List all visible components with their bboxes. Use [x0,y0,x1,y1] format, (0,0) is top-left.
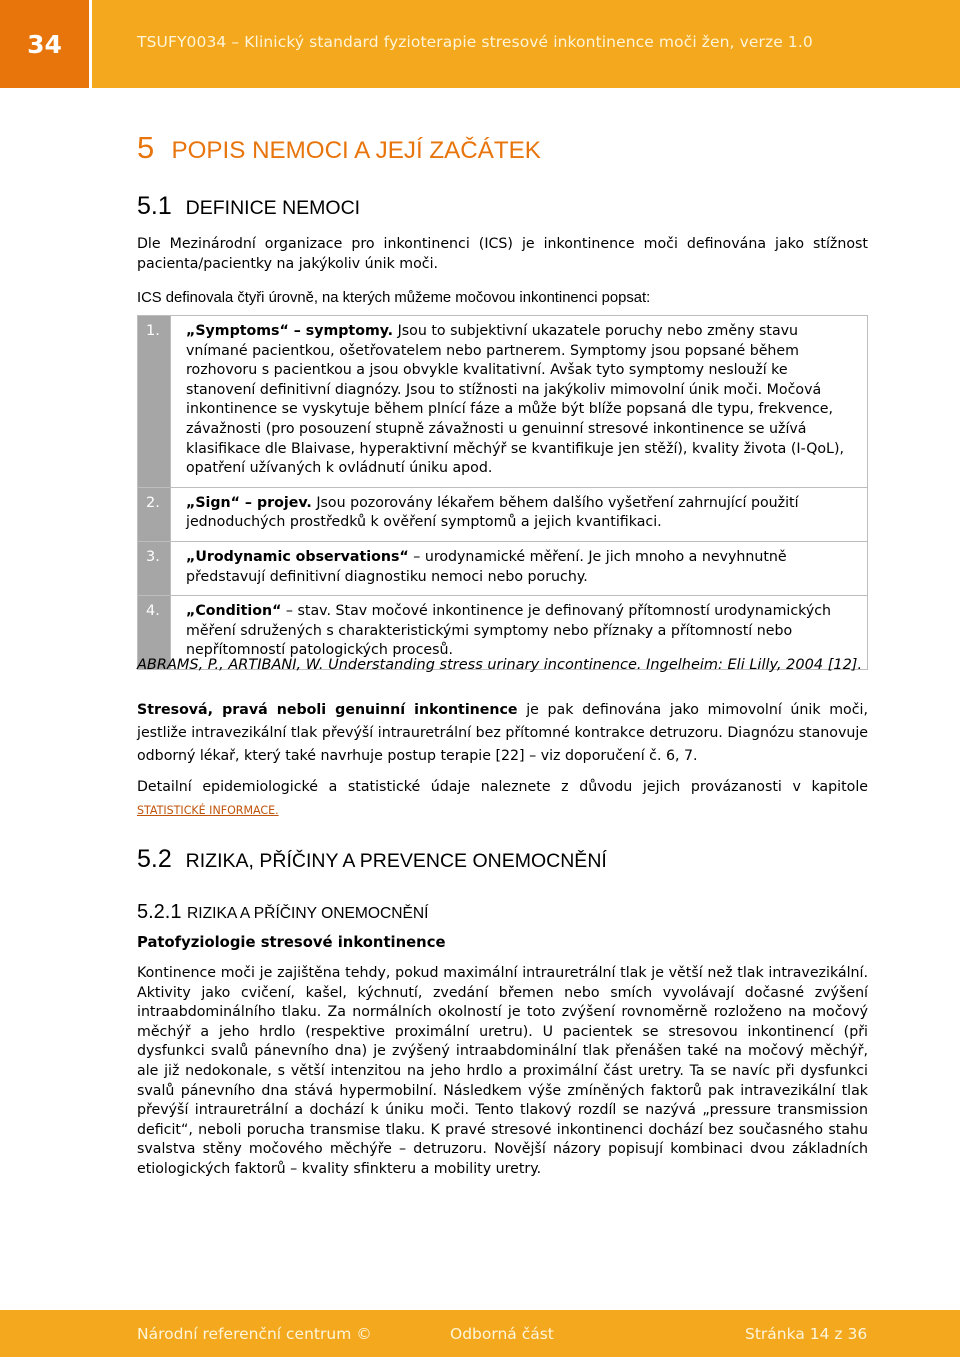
definition-body [171,487,868,541]
chapter-number: 5 [137,130,155,165]
section-5-2-1-number: 5.2.1 [137,901,182,923]
definition-row [138,316,868,488]
definition-text: – stav. Stav močové inkontinence je definovaný přítomností urodynamických měření sdružených s charakteristickými symptomy nebo příznaky a přítomností nebo nepřítomností patologických procesů. [186,603,832,659]
chapter-heading [137,130,541,166]
definition-term: „Symptoms“ – symptomy. [186,323,394,339]
section-5-1-number: 5.1 [137,192,172,220]
stress-incontinence-paragraph [137,699,868,768]
footer-page-indicator: Stránka 14 z 36 [745,1325,868,1343]
definition-number: 3. [138,541,171,595]
stress-incontinence-lead: Stresová, pravá neboli genuinní inkontinence [137,702,518,718]
footer-center: Odborná část [450,1325,554,1343]
section-5-2-heading [137,845,607,874]
definition-text: – urodynamické měření. Je jich mnoho a nevyhnutně představují definitivní diagnostiku nemoci nebo poruchy. [186,548,787,585]
section-5-2-number: 5.2 [137,845,172,873]
definition-number: 1. [138,316,171,488]
patofyziologie-paragraph: Kontinence moči je zajištěna tehdy, pokud maximální intrauretrální tlak je větší než tlak intravezikální. Aktivity jako cvičení, kašel, kýchnutí, zvedání břemen nebo smích vyvolávají dočasné zvýšení intraabdominálního tlaku. Za normálních okolností je toto zvýšení rovnoměrně rozloženo na močový měchýř a jeho hrdlo (respektive proximální uretru). U pacientek se stresovou inkontinencí (při dysfunkci svalů pánevního dna) je zvýšený intraabdominální tlak přenášen také na močový měchýř, ale již nedokonale, s větší intenzitou na jeho hrdlo a proximální část uretry. Ta se navíc při dysfunkci svalů pánevního dna stává hypermobilní. Následkem výše zmíněných faktorů pak intravezikální tlak převýší intrauretrální a dochází k úniku moči. Tento tlakový rozdíl se nazývá „pressure transmission deficit“, neboli porucha transmise tlaku. K pravé stresové inkontinenci dochází bez současného stahu svalstva stěny močového měchýře – detruzoru. Novější názory popisují kombinaci dvou základních etiologických faktorů – kvality sfinkteru a mobility uretry. [137,965,868,1177]
definition-text: Jsou pozorovány lékařem během dalšího vyšetření zahrnující použití jednoduchých prostředků k ověření symptomů a jejich kvantifikaci. [186,494,799,531]
definition-row [138,487,868,541]
section-5-1-heading [137,192,360,221]
definition-number: 2. [138,487,171,541]
header-document-title: TSUFY0034 – Klinický standard fyzioterapie stresové inkontinence moči žen, verze 1.0 [137,33,813,51]
patofyziologie-heading: Patofyziologie stresové inkontinence [137,934,446,951]
definition-body [171,541,868,595]
epidemiology-paragraph [137,776,868,822]
definition-term: „Sign“ – projev. [186,494,312,511]
section-5-2-1-heading [137,901,429,924]
footer-left: Národní referenční centrum © [137,1325,372,1343]
chapter-title: POPIS NEMOCI A JEJÍ ZAČÁTEK [171,137,541,164]
definition-intro: Dle Mezinárodní organizace pro inkontinenci (ICS) je inkontinence moči definována jako stížnost pacienta/pacientky na jakýkoliv únik moči. [137,236,868,272]
definition-number: 4. [138,596,171,670]
definition-term: „Condition“ [186,603,282,620]
definition-row [138,541,868,595]
header-page-number: 34 [0,0,92,88]
statistics-link[interactable]: STATISTICKÉ INFORMACE. [137,804,279,817]
citation: ABRAMS, P., ARTIBANI, W. Understanding stress urinary incontinence. Ingelheim: Eli Lilly, 2004 [12]. [137,657,863,673]
stress-incontinence-text: je pak definována jako mimovolní únik moči, jestliže intravezikální tlak převýší intrauretrální bez přítomné kontrakce detruzoru. Diagnózu stanovuje odborný lékař, který také navrhuje postup terapie [22] – viz doporučení č. 6, 7. [137,702,868,764]
definition-body [171,316,868,488]
section-5-2-1-title: RIZIKA A PŘÍČINY ONEMOCNĚNÍ [187,905,429,922]
ics-definitions-table [137,315,868,670]
section-5-2-title: RIZIKA, PŘÍČINY A PREVENCE ONEMOCNĚNÍ [185,850,607,872]
definition-term: „Urodynamic observations“ [186,548,409,565]
ics-levels-line: ICS definovala čtyři úrovně, na kterých můžeme močovou inkontinenci popsat: [137,290,651,306]
epidemiology-text: Detailní epidemiologické a statistické údaje naleznete z důvodu jejich provázanosti v kapitole [137,779,868,795]
section-5-1-title: DEFINICE NEMOCI [185,197,361,219]
definition-text: Jsou to subjektivní ukazatele poruchy nebo změny stavu vnímané pacientkou, ošetřovatelem nebo partnerem. Symptomy jsou popsané během rozhovoru s pacientkou a jsou obvykle kvalitativní. Avšak tyto symptomy neslouží ke stanovení definitivní diagnózy. Jsou to stížnosti na jakýkoliv mimovolní únik moči. Močová inkontinence se vyskytuje během plnící fáze a může být blíže popsaná dle typu, frekvence, závažnosti (pro posouzení stupně závažnosti u genuinní stresové inkontinence se užívá klasifikace dle Blaivase, hyperaktivní měchýř se kvantifikuje jen stěží), kvality života (I-QoL), opatření užívaných k ovládnutí úniku apod. [186,323,845,477]
